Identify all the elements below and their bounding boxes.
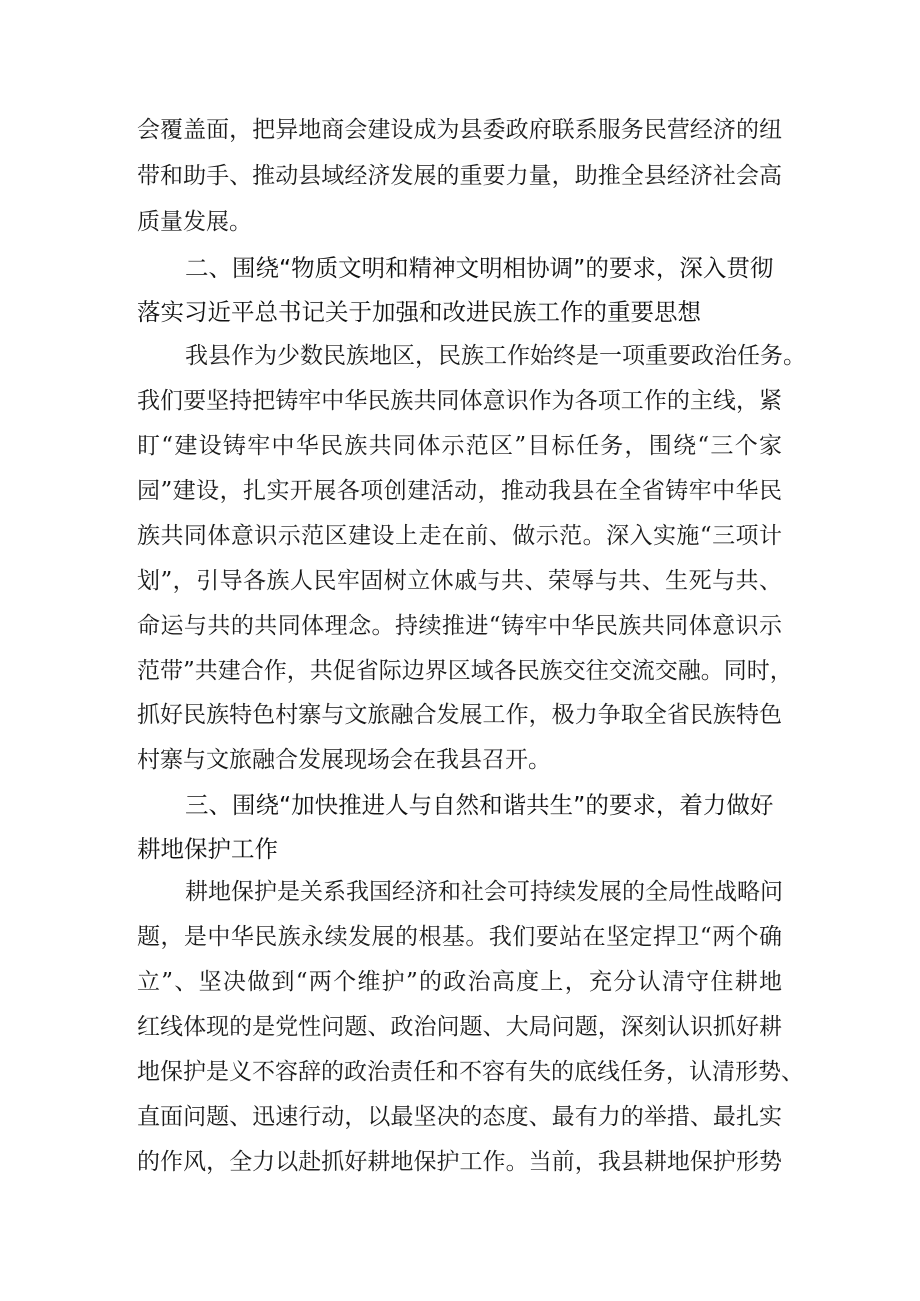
paragraph-line: 我们要坚持把铸牢中华民族共同体意识作为各项工作的主线，紧	[137, 388, 782, 414]
paragraph-line: 质量发展。	[137, 209, 252, 235]
paragraph-line: 地保护是义不容辞的政治责任和不容有失的底线任务，认清形势、	[137, 1059, 804, 1085]
paragraph-line: 红线体现的是党性问题、政治问题、大局问题，深刻认识抓好耕	[137, 1014, 782, 1040]
paragraph-line: 盯“建设铸牢中华民族共同体示范区”目标任务，围绕“三个家	[137, 433, 782, 459]
paragraph-line: 抓好民族特色村寨与文旅融合发展工作，极力争取全省民族特色	[137, 702, 782, 728]
paragraph-line: 命运与共的共同体理念。持续推进“铸牢中华民族共同体意识示	[137, 613, 782, 639]
paragraph-line: 范带”共建合作，共促省际边界区域各民族交往交流交融。同时，	[137, 658, 793, 684]
paragraph-line: 直面问题、迅速行动，以最坚决的态度、最有力的举措、最扎实	[137, 1104, 782, 1130]
paragraph-line: 我县作为少数民族地区，民族工作始终是一项重要政治任务。	[185, 343, 806, 369]
paragraph-line: 会覆盖面，把异地商会建设成为县委政府联系服务民营经济的纽	[137, 117, 782, 143]
paragraph-line: 村寨与文旅融合发展现场会在我县召开。	[137, 747, 551, 773]
paragraph-line: 族共同体意识示范区建设上走在前、做示范。深入实施“三项计	[137, 523, 782, 549]
section-heading-2-cont: 落实习近平总书记关于加强和改进民族工作的重要思想	[137, 298, 701, 326]
paragraph-line: 耕地保护是关系我国经济和社会可持续发展的全局性战略问	[185, 879, 783, 905]
paragraph-line: 园”建设，扎实开展各项创建活动，推动我县在全省铸牢中华民	[137, 478, 782, 504]
paragraph-line: 题，是中华民族永续发展的根基。我们要站在坚定捍卫“两个确	[137, 924, 782, 950]
section-heading-3: 三、围绕“加快推进人与自然和谐共生”的要求，着力做好	[185, 791, 774, 819]
section-heading-2: 二、围绕“物质文明和精神文明相协调”的要求，深入贯彻	[185, 254, 774, 282]
paragraph-line: 的作风，全力以赴抓好耕地保护工作。当前，我县耕地保护形势	[137, 1149, 782, 1175]
paragraph-line: 带和助手、推动县域经济发展的重要力量，助推全县经济社会高	[137, 163, 782, 189]
paragraph-line: 立”、坚决做到“两个维护”的政治高度上，充分认清守住耕地	[137, 969, 782, 995]
section-heading-3-cont: 耕地保护工作	[137, 835, 278, 863]
paragraph-line: 划”，引导各族人民牢固树立休戚与共、荣辱与共、生死与共、	[137, 568, 782, 594]
